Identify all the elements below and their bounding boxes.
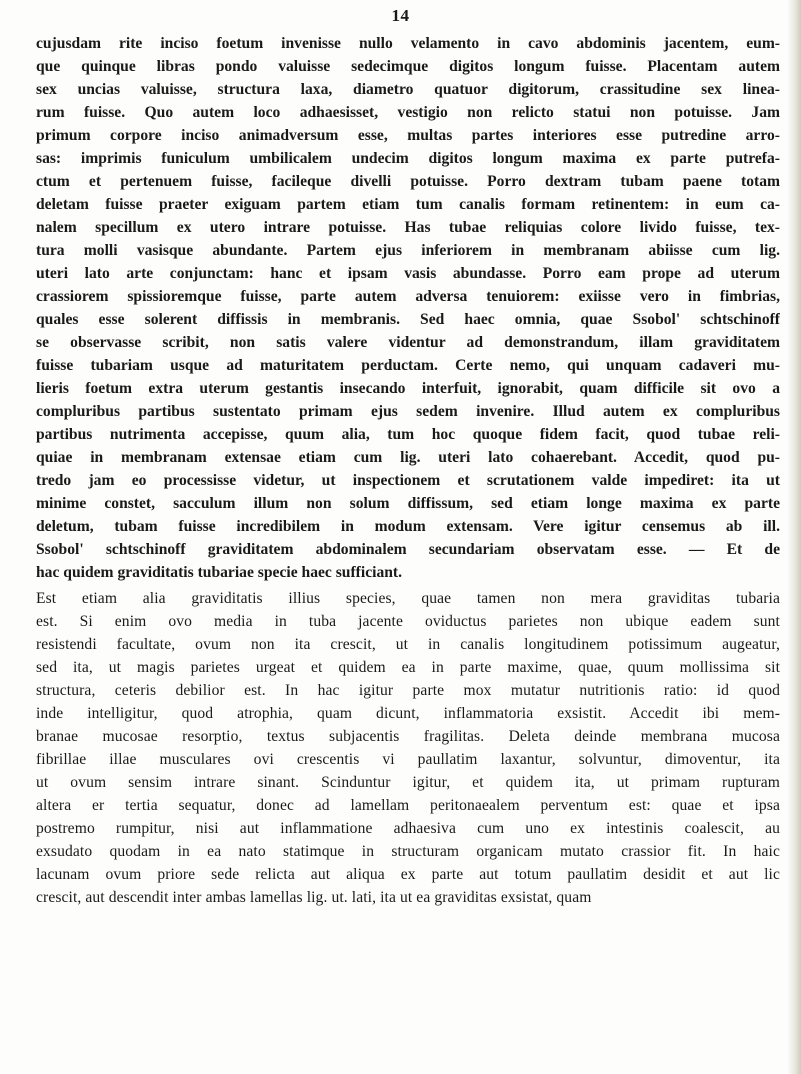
page-edge-shadow	[787, 0, 801, 1074]
text-line: crassiorem spissioremque fuisse, parte autem adversa tenuiorem: exiisse vero in fimbrias,	[36, 288, 780, 305]
paragraph-2	[36, 587, 780, 909]
text-line: sas: imprimis funiculum umbilicalem undecim digitos longum maxima ex parte putrefa-	[36, 150, 780, 167]
text-line: primum corpore inciso animadversum esse, multas partes interiores esse putredine arro-	[36, 127, 780, 144]
text-line: quiae in membranam extensae etiam cum lig. uteri lato cohaerebant. Accedit, quod pu-	[36, 449, 780, 466]
text-line: lieris foetum extra uterum gestantis insecando interfuit, ignorabit, quam difficile sit ovo a	[36, 380, 780, 397]
text-line: Ssobol' schtschinoff graviditatem abdominalem secundariam observatam esse. — Et de	[36, 541, 780, 558]
text-line: altera er tertia sequatur, donec ad lamellam peritonaealem perventum est: quae et ipsa	[36, 797, 780, 814]
text-line: lacunam ovum priore sede relicta aut aliqua ex parte aut totum paullatim desidit et aut lic	[36, 866, 780, 883]
text-line: Est etiam alia graviditatis illius species, quae tamen non mera graviditas tubaria	[36, 590, 780, 607]
text-line: minime constet, sacculum illum non solum diffissum, sed etiam longe maxima ex parte	[36, 495, 780, 512]
text-line: crescit, aut descendit inter ambas lamellas lig. ut. lati, ita ut ea graviditas exsistat, quam	[36, 889, 592, 906]
text-line: deletam fuisse praeter exiguam partem etiam tum canalis formam retinentem: in eum ca-	[36, 196, 780, 213]
text-line: sed ita, ut magis parietes urgeat et quidem ea in parte maxime, quae, quum mollissima sit	[36, 659, 780, 676]
text-line: exsudato quodam in ea nato statimque in structuram organicam mutato crassior fit. In haic	[36, 843, 780, 860]
text-line: tredo jam eo processisse videtur, ut inspectionem et scrutationem valde impediret: ita ut	[36, 472, 780, 489]
text-line: sex uncias valuisse, structura laxa, diametro quatuor digitorum, crassitudine sex linea-	[36, 81, 780, 98]
text-line: cujusdam rite inciso foetum invenisse nullo velamento in cavo abdominis jacentem, eum-	[36, 35, 780, 52]
text-line: partibus nutrimenta accepisse, quum alia, tum hoc quoque fidem facit, quod tubae reli-	[36, 426, 780, 443]
text-line: compluribus partibus sustentato primam ejus sedem invenire. Illud autem ex compluribus	[36, 403, 780, 420]
text-line: que quinque libras pondo valuisse sedecimque digitos longum fuisse. Placentam autem	[36, 58, 780, 75]
text-line: est. Si enim ovo media in tuba jacente oviductus parietes non ubique eadem sunt	[36, 613, 780, 630]
text-line: structura, ceteris debilior est. In hac igitur parte mox mutatur nutritionis ratio: id quod	[36, 682, 780, 699]
text-line: postremo rumpitur, nisi aut inflammatione adhaesiva cum uno ex intestinis coalescit, au	[36, 820, 780, 837]
text-line: resistendi facultate, ovum non ita crescit, ut in canalis longitudinem potissimum augeatur,	[36, 636, 780, 653]
text-line: deletum, tubam fuisse incredibilem in modum extensam. Vere igitur censemus ab ill.	[36, 518, 780, 535]
text-line: rum fuisse. Quo autem loco adhaesisset, vestigio non relicto statui non potuisse. Jam	[36, 104, 780, 121]
text-line: tura molli vasisque abundante. Partem ejus inferiorem in membranam abiisse cum lig.	[36, 242, 780, 259]
text-line: quales esse solerent diffissis in membranis. Sed haec omnia, quae Ssobol' schtschinoff	[36, 311, 780, 328]
text-line: hac quidem graviditatis tubariae specie haec sufficiant.	[36, 564, 403, 581]
text-line: branae mucosae resorptio, textus subjacentis fragilitas. Deleta deinde membrana mucosa	[36, 728, 780, 745]
paragraph-1	[36, 32, 780, 584]
text-line: ut ovum sensim intrare sinant. Scinduntur igitur, et quidem ita, ut primam rupturam	[36, 774, 780, 791]
text-line: ctum et pertenuem fuisse, facileque divelli potuisse. Porro dextram tubam paene totam	[36, 173, 780, 190]
page-number: 14	[391, 6, 410, 25]
text-line: fuisse tubariam usque ad maturitatem perductam. Certe nemo, qui unquam cadaveri mu-	[36, 357, 780, 374]
text-line: nalem specillum ex utero intrare potuisse. Has tubae reliquias colore livido fuisse, tex-	[36, 219, 780, 236]
text-line: uteri lato arte conjunctam: hanc et ipsam vasis abundasse. Porro eam prope ad uterum	[36, 265, 780, 282]
text-line: inde intelligitur, quod atrophia, quam dicunt, inflammatoria exsistit. Accedit ibi mem-	[36, 705, 780, 722]
text-line: fibrillae illae musculares ovi crescentis vi paullatim laxantur, solvuntur, dimoventur, ita	[36, 751, 780, 768]
text-line: se observasse scribit, non satis valere videntur ad demonstrandum, illam graviditatem	[36, 334, 780, 351]
